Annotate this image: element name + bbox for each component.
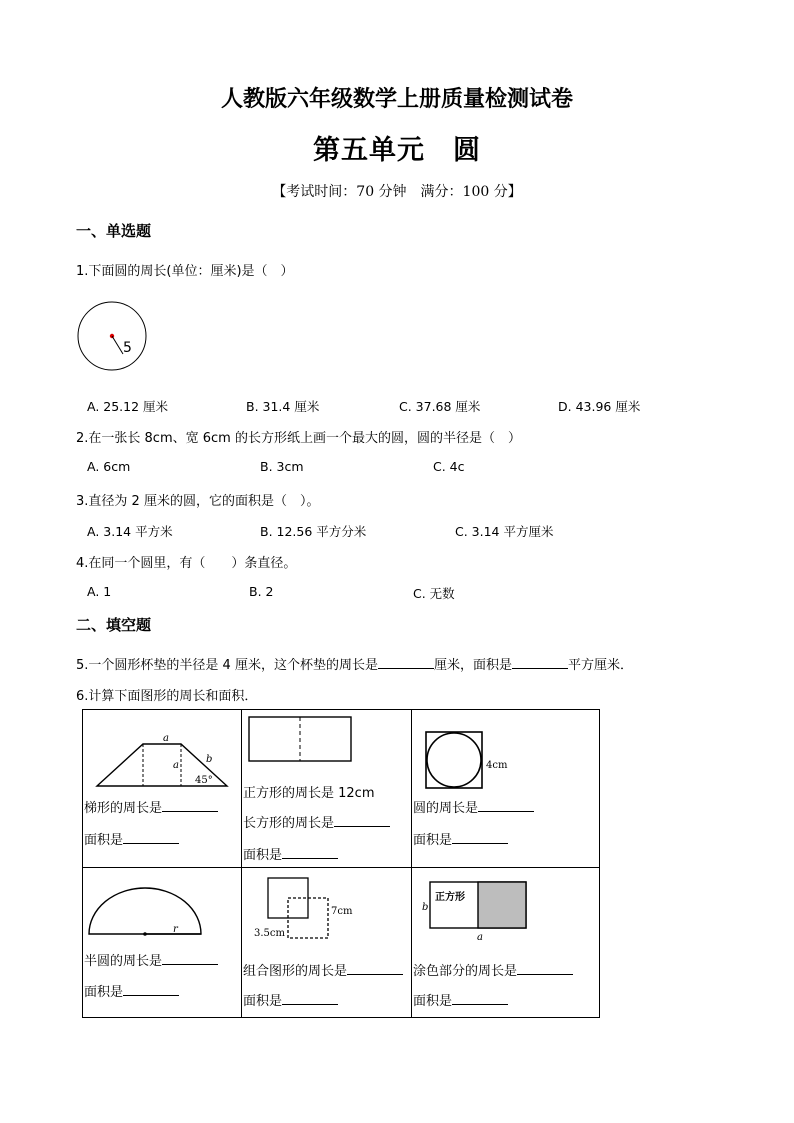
composite-perimeter-line xyxy=(243,960,403,979)
semicircle-label-r: r xyxy=(173,924,178,935)
trapezoid-area-blank[interactable] xyxy=(123,831,179,844)
composite-area-label: 面积是 xyxy=(243,994,283,1009)
q4-option-c[interactable]: C. 无数 xyxy=(413,586,455,601)
circle-in-square-figure xyxy=(424,730,524,792)
semicircle-area-line xyxy=(84,981,179,1000)
section-title-single-choice: 一、单选题 xyxy=(76,222,152,240)
q1-option-a[interactable]: A. 25.12 厘米 xyxy=(87,399,169,414)
exam-info: 【考试时间：70 分钟 满分：100 分】 xyxy=(272,184,522,200)
semicircle-area-blank[interactable] xyxy=(123,983,179,996)
shaded-perimeter-blank[interactable] xyxy=(517,962,573,975)
rect-area-blank[interactable] xyxy=(282,846,338,859)
section-title-fill-in: 二、填空题 xyxy=(76,616,152,634)
question-5 xyxy=(76,654,633,673)
shaded-label-square: 正方形 xyxy=(435,892,465,903)
semicircle-area-label: 面积是 xyxy=(84,985,124,1000)
q4-option-b[interactable]: B. 2 xyxy=(249,584,274,599)
trapezoid-area-label: 面积是 xyxy=(84,833,124,848)
composite-perimeter-blank[interactable] xyxy=(347,962,403,975)
circle-side-label: 4cm xyxy=(486,760,508,771)
composite-area-line xyxy=(243,990,338,1009)
question-4: 4.在同一个圆里，有（ ）条直径。 xyxy=(76,556,297,571)
trap-label-a-top: a xyxy=(163,733,169,744)
q1-option-d[interactable]: D. 43.96 厘米 xyxy=(558,399,641,414)
question-1: 1.下面圆的周长(单位：厘米)是（ ） xyxy=(76,264,294,279)
q5-area-blank[interactable] xyxy=(512,656,568,669)
shaded-figure xyxy=(422,880,530,944)
cell-shaded xyxy=(412,868,600,1018)
shaded-area-line xyxy=(413,990,508,1009)
trapezoid-perimeter-blank[interactable] xyxy=(162,799,218,812)
rect-perimeter-line xyxy=(243,812,390,831)
rectangle-figure xyxy=(248,716,354,766)
composite-label-35: 3.5cm xyxy=(254,928,285,939)
question-6: 6.计算下面图形的周长和面积． xyxy=(76,689,258,704)
rect-perimeter-label: 长方形的周长是 xyxy=(243,816,335,831)
question-3: 3.直径为 2 厘米的圆，它的面积是（ ）。 xyxy=(76,494,320,509)
semicircle-perimeter-line xyxy=(84,950,218,969)
rect-perimeter-blank[interactable] xyxy=(334,814,390,827)
q2-option-b[interactable]: B. 3cm xyxy=(260,459,304,474)
figure-table xyxy=(82,709,600,1018)
trap-label-b: b xyxy=(206,754,213,765)
rect-area-label: 面积是 xyxy=(243,848,283,863)
q5-text-part1: 5.一个圆形杯垫的半径是 4 厘米，这个杯垫的周长是 xyxy=(76,658,378,673)
cell-trapezoid xyxy=(83,710,242,868)
q3-option-c[interactable]: C. 3.14 平方厘米 xyxy=(455,524,554,539)
composite-area-blank[interactable] xyxy=(282,992,338,1005)
q4-option-a[interactable]: A. 1 xyxy=(87,584,112,599)
rect-area-line xyxy=(243,844,338,863)
trapezoid-figure xyxy=(85,726,235,800)
square-perimeter-text: 正方形的周长是 12cm xyxy=(243,786,375,801)
circle-perimeter-line xyxy=(413,797,534,816)
cell-rectangle xyxy=(242,710,412,868)
q1-option-b[interactable]: B. 31.4 厘米 xyxy=(246,399,320,414)
circle-area-blank[interactable] xyxy=(452,831,508,844)
q3-option-b[interactable]: B. 12.56 平方分米 xyxy=(260,524,367,539)
semicircle-perimeter-blank[interactable] xyxy=(162,952,218,965)
circle-perimeter-label: 圆的周长是 xyxy=(413,801,479,816)
cell-circle xyxy=(412,710,600,868)
q2-option-a[interactable]: A. 6cm xyxy=(87,459,131,474)
q2-option-c[interactable]: C. 4c xyxy=(433,459,465,474)
trapezoid-perimeter-line xyxy=(84,797,218,816)
q5-text-part2: 厘米，面积是 xyxy=(433,658,512,673)
q5-perimeter-blank[interactable] xyxy=(378,656,434,669)
q5-text-part3: 平方厘米． xyxy=(567,658,633,673)
shaded-area-label: 面积是 xyxy=(413,994,453,1009)
shaded-label-a: a xyxy=(477,932,483,943)
exam-title: 人教版六年级数学上册质量检测试卷 xyxy=(220,86,573,112)
trapezoid-area-line xyxy=(84,829,179,848)
shaded-label-b: b xyxy=(422,902,429,913)
q1-radius-label: 5 xyxy=(123,340,132,356)
trap-label-a-mid: a xyxy=(173,760,179,771)
q3-option-a[interactable]: A. 3.14 平方米 xyxy=(87,524,173,539)
circle-area-line xyxy=(413,829,508,848)
trapezoid-perimeter-label: 梯形的周长是 xyxy=(84,801,163,816)
question-2: 2.在一张长 8cm、宽 6cm 的长方形纸上画一个最大的圆，圆的半径是（ ） xyxy=(76,431,521,446)
circle-area-label: 面积是 xyxy=(413,833,453,848)
shaded-region xyxy=(478,882,526,928)
q1-option-c[interactable]: C. 37.68 厘米 xyxy=(399,399,481,414)
shaded-area-blank[interactable] xyxy=(452,992,508,1005)
composite-label-7: 7cm xyxy=(331,906,353,917)
semicircle-figure xyxy=(85,884,205,940)
trap-label-angle: 45° xyxy=(195,775,213,786)
circle-perimeter-blank[interactable] xyxy=(478,799,534,812)
shaded-perimeter-line xyxy=(413,960,573,979)
shaded-perimeter-label: 涂色部分的周长是 xyxy=(413,964,518,979)
cell-composite xyxy=(242,868,412,1018)
composite-perimeter-label: 组合图形的周长是 xyxy=(243,964,348,979)
unit-title: 第五单元 圆 xyxy=(313,135,481,166)
composite-figure xyxy=(252,876,362,940)
semicircle-perimeter-label: 半圆的周长是 xyxy=(84,954,163,969)
cell-semicircle xyxy=(83,868,242,1018)
q1-circle-figure xyxy=(76,300,150,374)
